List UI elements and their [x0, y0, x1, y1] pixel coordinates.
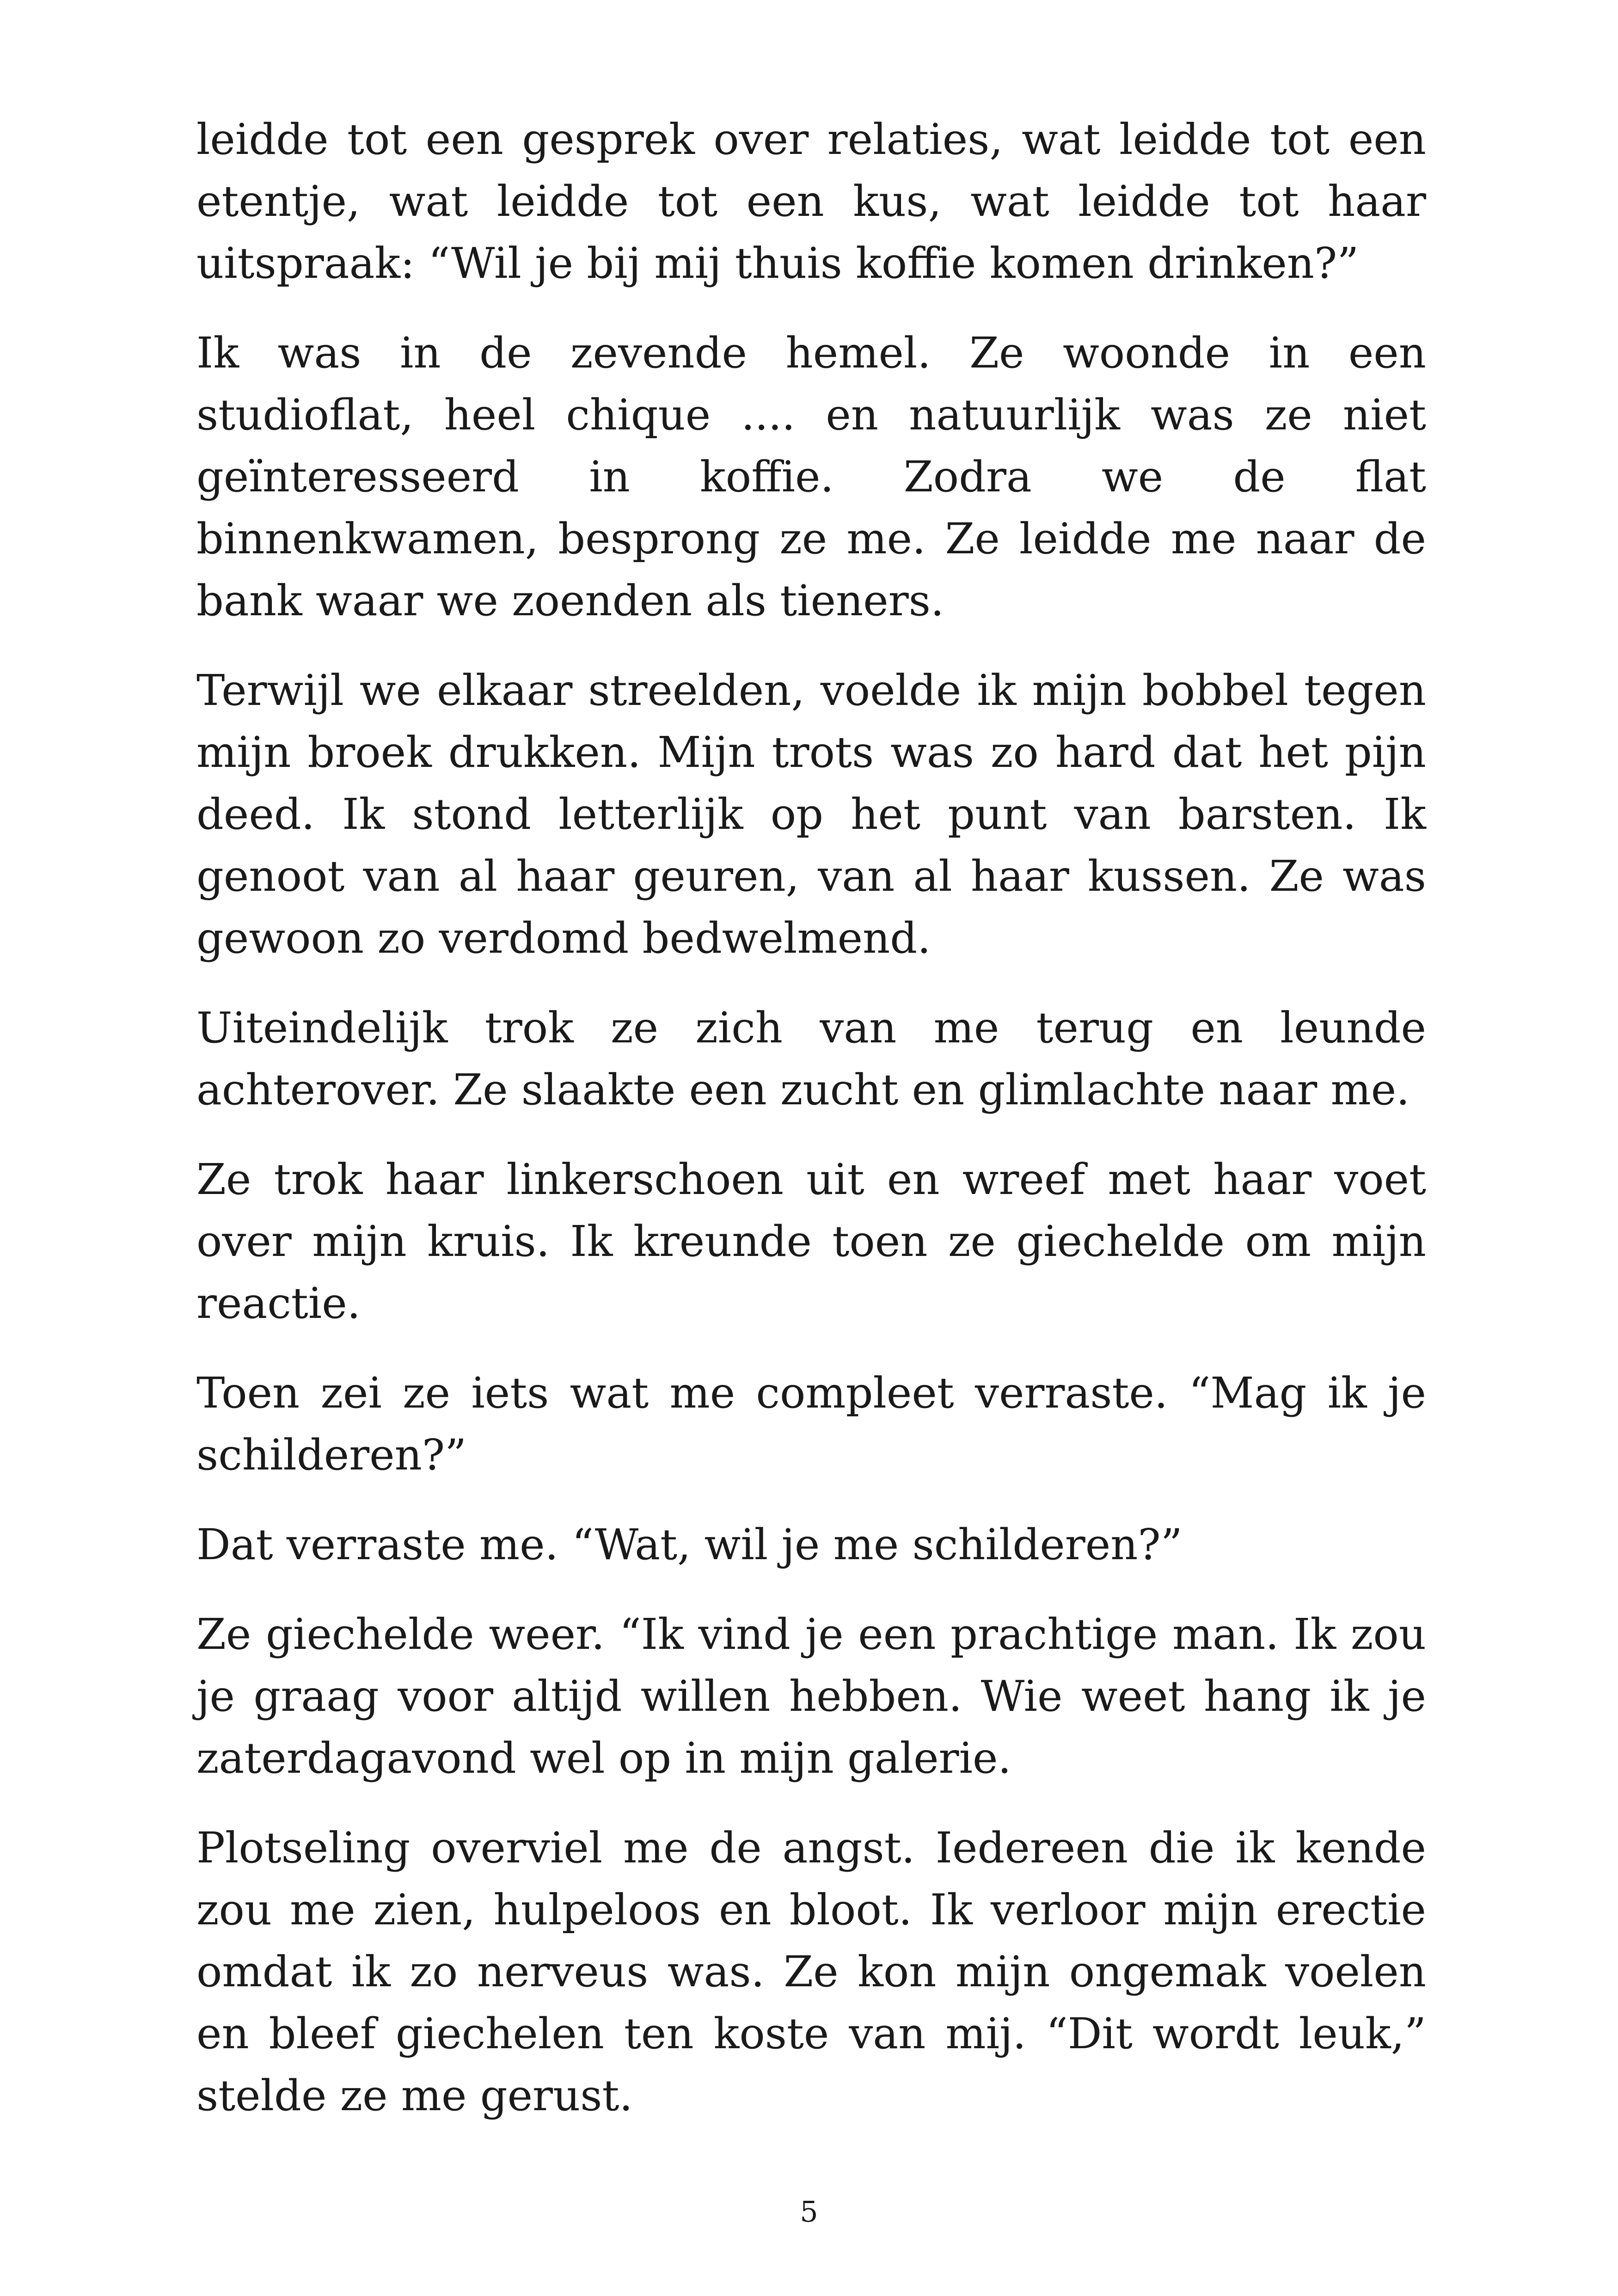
paragraph: Terwijl we elkaar streelden, voelde ik mijn bobbel tegen mijn broek drukken. Mijn trots was zo hard dat het pijn deed. Ik stond letterlijk op het punt van barsten. Ik genoot van al haar geuren, van al haar kussen. Ze was gewoon zo verdomd bedwelmend. — [196, 666, 1426, 963]
paragraph: leidde tot een gesprek over relaties, wat leidde tot een etentje, wat leidde tot een kus, wat leidde tot haar uitspraak: “Wil je bij mij thuis koffie komen drinken?” — [196, 115, 1426, 288]
page-number: 5 — [800, 2195, 818, 2229]
text-body — [196, 109, 1426, 2155]
paragraph: Uiteindelijk trok ze zich van me terug en leunde achterover. Ze slaakte een zucht en glimlachte naar me. — [196, 1003, 1426, 1114]
paragraph: Toen zei ze iets wat me compleet verraste. “Mag ik je schilderen?” — [196, 1368, 1426, 1480]
paragraph: Ze trok haar linkerschoen uit en wreef met haar voet over mijn kruis. Ik kreunde toen ze giechelde om mijn reactie. — [196, 1155, 1426, 1328]
paragraph: Ze giechelde weer. “Ik vind je een prachtige man. Ik zou je graag voor altijd willen hebben. Wie weet hang ik je zaterdagavond wel op in mijn galerie. — [196, 1610, 1426, 1783]
paragraph: Dat verraste me. “Wat, wil je me schilderen?” — [196, 1520, 1183, 1569]
paragraph: Plotseling overviel me de angst. Iedereen die ik kende zou me zien, hulpeloos en bloot. Ik verloor mijn erectie omdat ik zo nerveus was. Ze kon mijn ongemak voelen en bleef giechelen ten koste van mij. “Dit wordt leuk,” stelde ze me gerust. — [196, 1823, 1426, 2120]
paragraph: Ik was in de zevende hemel. Ze woonde in een studioflat, heel chique .... en natuurlijk was ze niet geïnteresseerd in koffie. Zodra we de flat binnenkwamen, besprong ze me. Ze leidde me naar de bank waar we zoenden als tieners. — [196, 328, 1426, 625]
